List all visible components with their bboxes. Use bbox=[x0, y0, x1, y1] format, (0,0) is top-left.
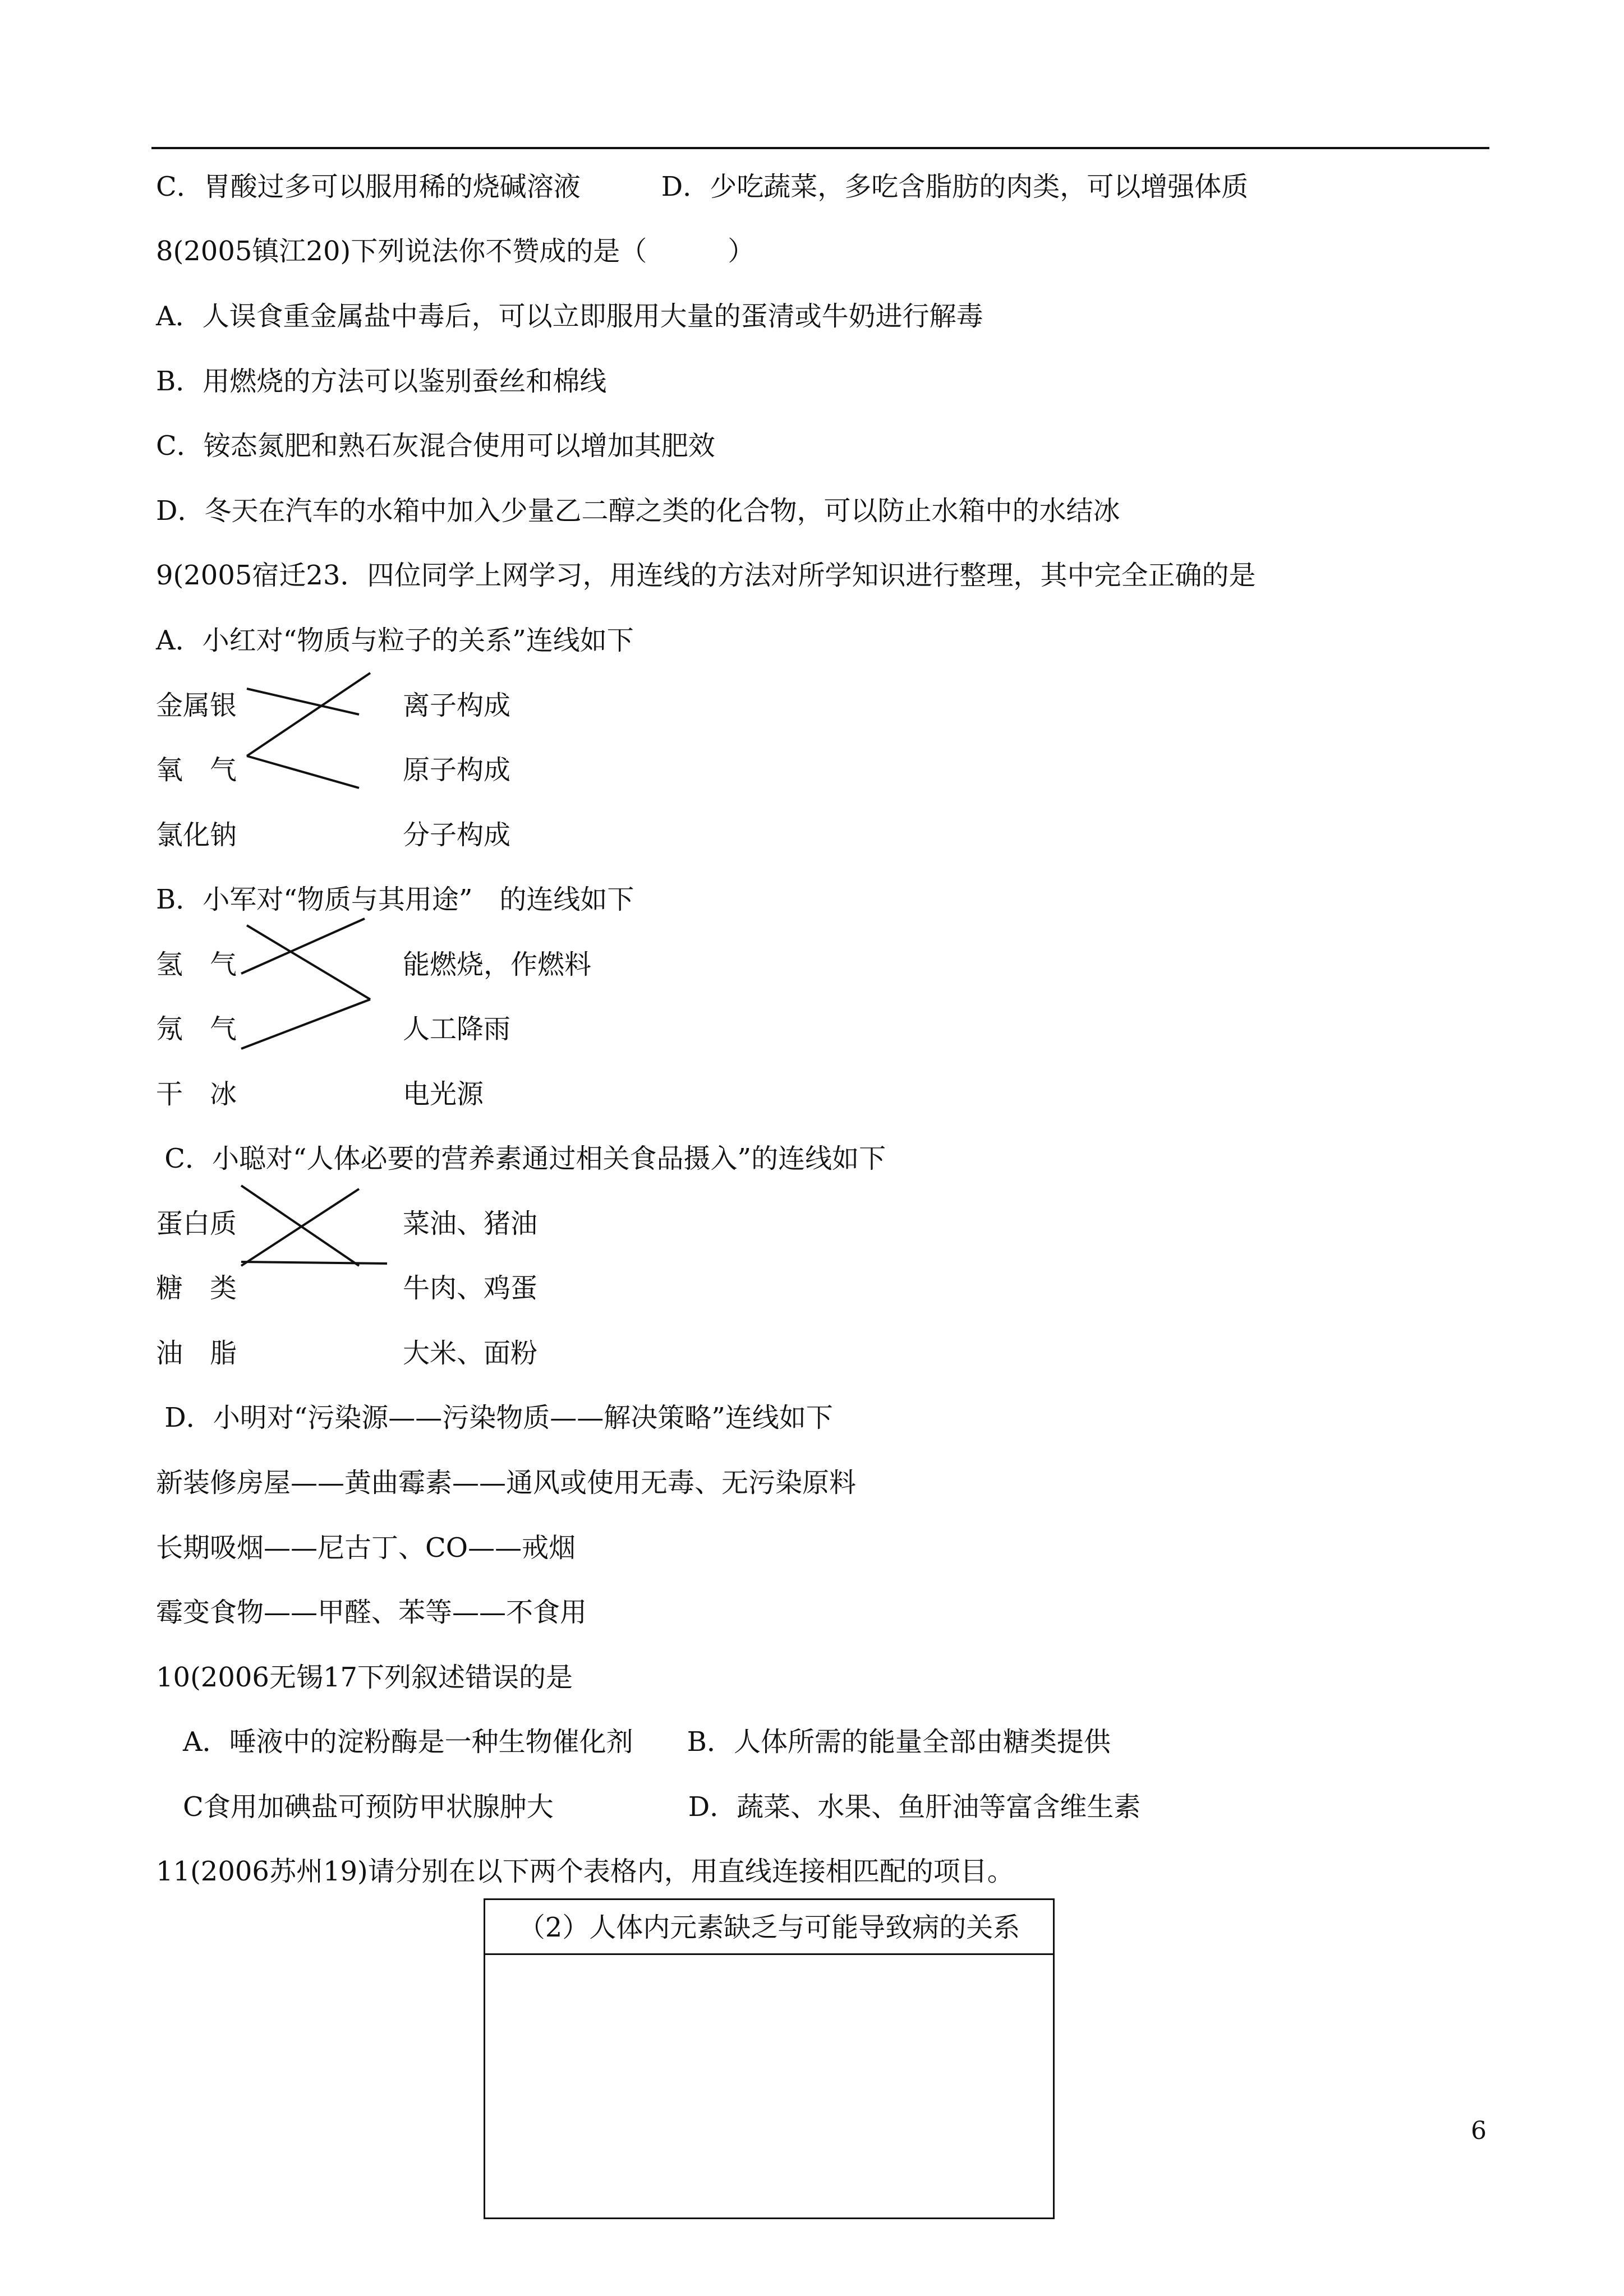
match-b-right-1: 能燃烧，作燃料 bbox=[403, 949, 592, 980]
match-b-left-3: 干 冰 bbox=[156, 1078, 237, 1110]
match-c-left-2: 糖 类 bbox=[156, 1273, 237, 1304]
match-a-line-3 bbox=[247, 756, 359, 788]
match-c-left-1: 蛋白质 bbox=[156, 1208, 237, 1239]
match-b-left-1: 氢 气 bbox=[156, 949, 237, 980]
match-c-right-3: 大米、面粉 bbox=[403, 1338, 538, 1369]
match-c-left-3: 油 脂 bbox=[156, 1338, 237, 1369]
q9-d-line-3: 霉变食物——甲醛、苯等——不食用 bbox=[156, 1597, 587, 1628]
q8-stem: 8(2005镇江20)下列说法你不赞成的是（ ） bbox=[156, 236, 755, 267]
q10-stem: 10(2006无锡17下列叙述错误的是 bbox=[156, 1662, 573, 1693]
q8-option-a: A．人误食重金属盐中毒后，可以立即服用大量的蛋清或牛奶进行解毒 bbox=[156, 301, 983, 332]
q9-option-a: A．小红对“物质与粒子的关系”连线如下 bbox=[156, 625, 634, 656]
match-b-right-3: 电光源 bbox=[403, 1078, 484, 1110]
q9-stem: 9(2005宿迁23．四位同学上网学习，用连线的方法对所学知识进行整理，其中完全正确的是 bbox=[156, 560, 1256, 591]
page-number: 6 bbox=[1471, 2117, 1487, 2145]
q11-stem: 11(2006苏州19)请分别在以下两个表格内，用直线连接相匹配的项目。 bbox=[156, 1856, 1014, 1887]
match-a-left-3: 氯化钠 bbox=[156, 819, 237, 851]
match-a-line-2 bbox=[247, 673, 370, 756]
match-table bbox=[484, 1898, 1055, 2219]
match-a-right-2: 原子构成 bbox=[403, 754, 511, 786]
q10-options-ab: A．唾液中的淀粉酶是一种生物催化剂 B．人体所需的能量全部由糖类提供 bbox=[156, 1726, 1111, 1758]
match-a-right-1: 离子构成 bbox=[403, 690, 511, 721]
match-a-right-3: 分子构成 bbox=[403, 819, 511, 851]
match-c-line-3 bbox=[241, 1262, 387, 1264]
q7-options-cd: C．胃酸过多可以服用稀的烧碱溶液 D．少吃蔬菜，多吃含脂肪的肉类，可以增强体质 bbox=[156, 171, 1249, 202]
q9-d-line-2: 长期吸烟——尼古丁、CO——戒烟 bbox=[156, 1532, 576, 1564]
match-a-left-1: 金属银 bbox=[156, 690, 237, 721]
match-b-line-2 bbox=[241, 919, 365, 974]
q9-option-c: C．小聪对“人体必要的营养素通过相关食品摄入”的连线如下 bbox=[156, 1143, 886, 1174]
q8-option-c: C．铵态氮肥和熟石灰混合使用可以增加其肥效 bbox=[156, 430, 715, 462]
match-a-left-2: 氧 气 bbox=[156, 754, 237, 786]
q9-option-b: B．小军对“物质与其用途” 的连线如下 bbox=[156, 884, 634, 915]
match-b-right-2: 人工降雨 bbox=[403, 1013, 511, 1045]
match-table-header: （2）人体内元素缺乏与可能导致病的关系 bbox=[485, 1900, 1053, 1955]
match-b-line-3 bbox=[241, 999, 370, 1049]
q10-options-cd: C食用加碘盐可预防甲状腺肿大 D．蔬菜、水果、鱼肝油等富含维生素 bbox=[156, 1791, 1141, 1823]
match-c-right-2: 牛肉、鸡蛋 bbox=[403, 1273, 538, 1304]
match-b-left-2: 氖 气 bbox=[156, 1013, 237, 1045]
match-c-right-1: 菜油、猪油 bbox=[403, 1208, 538, 1239]
q9-option-d: D．小明对“污染源——污染物质——解决策略”连线如下 bbox=[156, 1402, 833, 1433]
q8-option-d: D．冬天在汽车的水箱中加入少量乙二醇之类的化合物，可以防止水箱中的水结冰 bbox=[156, 495, 1120, 527]
q8-option-b: B．用燃烧的方法可以鉴别蚕丝和棉线 bbox=[156, 366, 607, 397]
q9-d-line-1: 新装修房屋——黄曲霉素——通风或使用无毒、无污染原料 bbox=[156, 1467, 857, 1499]
